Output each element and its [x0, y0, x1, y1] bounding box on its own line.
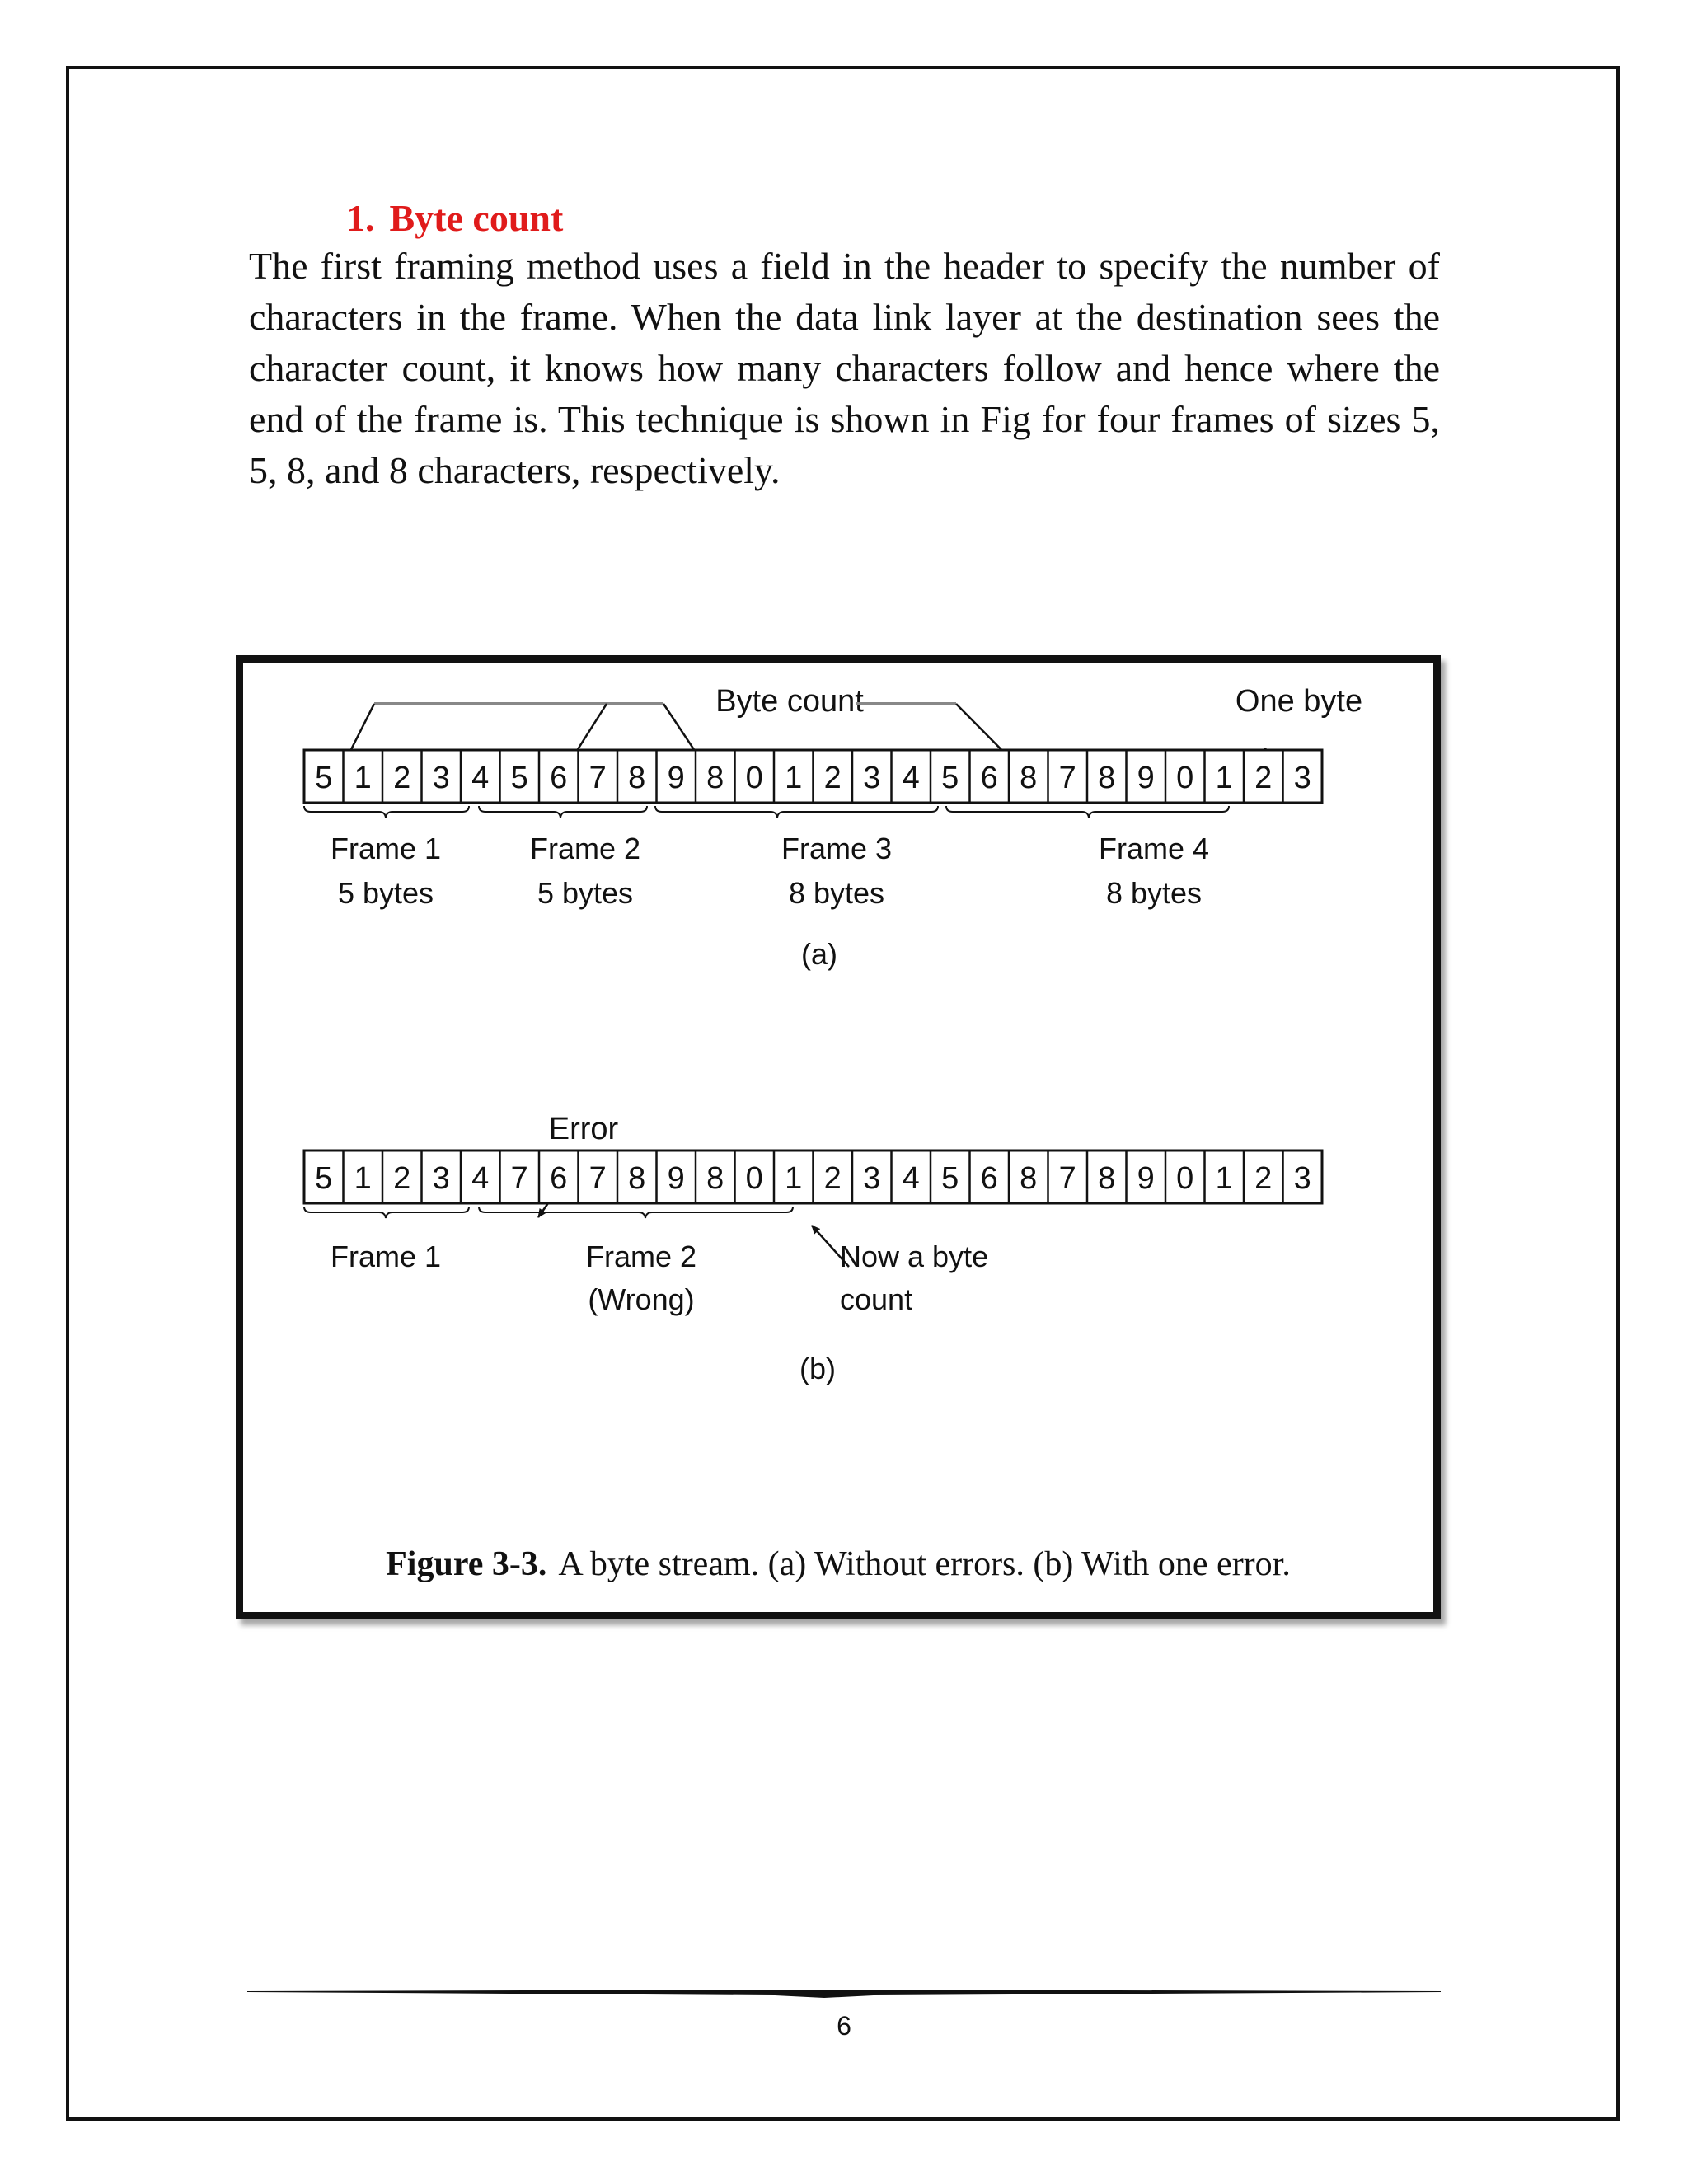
- one-byte-label: One byte: [1235, 684, 1363, 719]
- byte-cell: 4: [471, 1161, 490, 1196]
- part-b-tag: (b): [799, 1352, 836, 1385]
- byte-cell: 0: [745, 761, 763, 795]
- byte-cell: 6: [550, 1161, 568, 1196]
- now-byte-count-line-2: count: [840, 1282, 913, 1316]
- byte-cell: 7: [588, 1161, 607, 1196]
- byte-cell: 9: [667, 1161, 685, 1196]
- byte-cell: 8: [706, 1161, 724, 1196]
- byte-cell: 2: [823, 761, 842, 795]
- brace-frame-1: [304, 806, 469, 818]
- byte-cell: 3: [432, 1161, 450, 1196]
- figure-3-3: [236, 655, 1441, 1619]
- byte-cell: 1: [354, 1161, 372, 1196]
- byte-cell: 6: [550, 761, 568, 795]
- section-number: 1.: [346, 197, 375, 239]
- byte-row-a: [304, 750, 1322, 803]
- byte-count-label: Byte count: [715, 684, 864, 719]
- brace-b-frame-2: [479, 1207, 793, 1218]
- frame-2-name: Frame 2: [529, 832, 641, 865]
- byte-cell: 1: [1215, 1161, 1233, 1196]
- byte-cell: 8: [706, 761, 724, 795]
- byte-cell: 0: [745, 1161, 763, 1196]
- part-a: [304, 684, 1362, 971]
- byte-stream-diagram: [243, 663, 1433, 1612]
- byte-cell: 7: [1058, 761, 1076, 795]
- byte-cell: 3: [432, 761, 450, 795]
- byte-cell: 7: [1058, 1161, 1076, 1196]
- byte-cell: 9: [667, 761, 685, 795]
- byte-cell: 8: [1098, 761, 1116, 795]
- byte-cell: 4: [471, 761, 490, 795]
- byte-cell: 7: [588, 761, 607, 795]
- byte-cell: 1: [785, 1161, 803, 1196]
- b-frame-1-name: Frame 1: [330, 1240, 442, 1273]
- byte-cell: 1: [354, 761, 372, 795]
- byte-cell: 2: [823, 1161, 842, 1196]
- byte-cell: 0: [1176, 761, 1194, 795]
- byte-cell: 5: [941, 761, 959, 795]
- byte-cell: 3: [1293, 1161, 1311, 1196]
- byte-cell: 9: [1137, 761, 1155, 795]
- b-frame-2-name: Frame 2: [585, 1240, 697, 1273]
- brace-frame-4: [946, 806, 1229, 818]
- figure-caption-text: A byte stream. (a) Without errors. (b) With one error.: [558, 1545, 1291, 1583]
- byte-cell: 6: [980, 1161, 998, 1196]
- byte-cell: 8: [1098, 1161, 1116, 1196]
- byte-cell: 1: [785, 761, 803, 795]
- figure-caption-label: Figure 3-3.: [386, 1545, 547, 1583]
- frame-1-name: Frame 1: [330, 832, 442, 865]
- byte-cell: 3: [863, 761, 881, 795]
- byte-cell: 8: [1020, 761, 1038, 795]
- byte-cell: 7: [510, 1161, 528, 1196]
- frame-3-name: Frame 3: [781, 832, 893, 865]
- brace-frame-3: [655, 806, 938, 818]
- byte-cell: 5: [315, 761, 333, 795]
- byte-cell: 4: [902, 761, 920, 795]
- byte-row-b: [304, 1151, 1322, 1203]
- byte-cell: 3: [863, 1161, 881, 1196]
- section-heading: [346, 196, 563, 240]
- byte-cell: 6: [980, 761, 998, 795]
- byte-cell: 8: [628, 1161, 646, 1196]
- frame-3-size: 8 bytes: [788, 876, 885, 910]
- section-paragraph: The first framing method uses a field in the header to specify the number of characters in the frame. When the data link layer at the destination sees the character count, it knows how many characters follow and hence where the end of the frame is. This technique is shown in Fig for four frames of sizes 5, 5, 8, and 8 characters, respectively.: [249, 245, 1440, 491]
- b-frame-2-note: (Wrong): [588, 1282, 695, 1316]
- byte-cell: 9: [1137, 1161, 1155, 1196]
- byte-cell: 2: [1254, 1161, 1273, 1196]
- frame-4-name: Frame 4: [1098, 832, 1210, 865]
- byte-cell: 2: [393, 761, 411, 795]
- page-number: 6: [837, 2011, 851, 2041]
- part-a-tag: (a): [801, 937, 837, 971]
- byte-cell: 0: [1176, 1161, 1194, 1196]
- byte-cell: 5: [510, 761, 528, 795]
- byte-cell: 8: [1020, 1161, 1038, 1196]
- byte-cell: 2: [393, 1161, 411, 1196]
- frame-4-size: 8 bytes: [1105, 876, 1203, 910]
- byte-cell: 5: [315, 1161, 333, 1196]
- frame-1-size: 5 bytes: [337, 876, 434, 910]
- footer-rule: [247, 1989, 1441, 1999]
- byte-cell: 8: [628, 761, 646, 795]
- byte-cell: 5: [941, 1161, 959, 1196]
- error-label: Error: [548, 1112, 619, 1146]
- now-byte-count-line-1: Now a byte: [840, 1240, 989, 1273]
- byte-cell: 4: [902, 1161, 920, 1196]
- brace-frame-2: [479, 806, 647, 818]
- figure-caption: [243, 1544, 1433, 1584]
- byte-cell: 3: [1293, 761, 1311, 795]
- part-b: [304, 1112, 1322, 1385]
- frame-2-size: 5 bytes: [537, 876, 634, 910]
- brace-b-frame-1: [304, 1207, 469, 1218]
- byte-cell: 1: [1215, 761, 1233, 795]
- section-title: Byte count: [389, 197, 564, 239]
- byte-cell: 2: [1254, 761, 1273, 795]
